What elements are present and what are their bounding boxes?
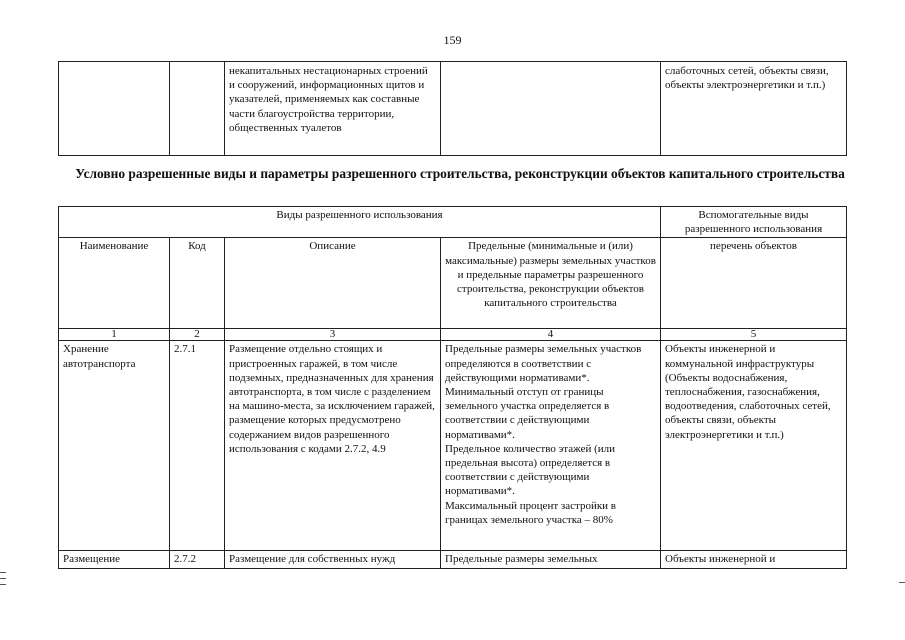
header-group-row <box>59 207 847 238</box>
cell-description: некапитальных нестационарных строений и сооружений, информационных щитов и указателей, применяемых как составные части благоустройства территории, общественных туалетов <box>225 62 441 156</box>
scan-margin-mark <box>0 578 6 579</box>
header-code: Код <box>170 238 225 329</box>
cell-limits: Предельные размеры земельных <box>441 551 661 568</box>
column-number: 4 <box>441 329 661 341</box>
table-row <box>59 551 847 568</box>
table-row <box>59 62 847 156</box>
page-number: 159 <box>443 33 462 47</box>
cell-name <box>59 62 170 156</box>
column-number: 2 <box>170 329 225 341</box>
header-group-aux: Вспомогательные виды разрешенного использования <box>661 207 847 238</box>
cell-description: Размещение отдельно стоящих и пристроенных гаражей, в том числе подземных, предназначенных для хранения автотранспорта, в том числе с разделением на машино-места, за исключением гаражей, размещение которых предусмотрено содержанием видов разрешенного использования с кодами 2.7.2, 4.9 <box>225 341 441 551</box>
header-columns-row <box>59 238 847 329</box>
cell-auxiliary: Объекты инженерной и коммунальной инфраструктуры (Объекты водоснабжения, теплоснабжения, газоснабжения, водоотведения, слаботочных сетей, объекты связи, объекты электроэнергетики и т.п.) <box>661 341 847 551</box>
cell-code: 2.7.2 <box>170 551 225 568</box>
header-numbers-row <box>59 329 847 341</box>
cell-code: 2.7.1 <box>170 341 225 551</box>
header-aux-list: перечень объектов <box>661 238 847 329</box>
column-number: 3 <box>225 329 441 341</box>
cell-description: Размещение для собственных нужд <box>225 551 441 568</box>
cell-name: Размещение <box>59 551 170 568</box>
section-title: Условно разрешенные виды и параметры разрешенного строительства, реконструкции объектов капитального строительства <box>75 166 845 181</box>
column-number: 1 <box>59 329 170 341</box>
column-number: 5 <box>661 329 847 341</box>
land-use-table <box>58 206 847 569</box>
cell-limits <box>441 62 661 156</box>
cell-code <box>170 62 225 156</box>
cell-auxiliary: слаботочных сетей, объекты связи, объекты электроэнергетики и т.п.) <box>661 62 847 156</box>
header-group-main: Виды разрешенного использования <box>59 207 661 238</box>
cell-auxiliary: Объекты инженерной и <box>661 551 847 568</box>
header-name: Наименование <box>59 238 170 329</box>
header-limits: Предельные (минимальные и (или) максимальные) размеры земельных участков и предельные параметры разрешенного строительства, реконструкции объектов капитального строительства <box>441 238 661 329</box>
header-description: Описание <box>225 238 441 329</box>
continued-table <box>58 61 847 156</box>
scan-margin-mark <box>899 582 905 583</box>
scan-margin-mark <box>0 572 6 573</box>
scan-margin-mark <box>0 584 6 585</box>
cell-name: Хранение автотранспорта <box>59 341 170 551</box>
table-row <box>59 341 847 551</box>
cell-limits: Предельные размеры земельных участков определяются в соответствии с действующими нормативами*. Минимальный отступ от границы земельного участка определяется в соответствии с действующими нормативами*. Предельное количество этажей (или предельная высота) определяется в соответствии с действующими нормативами*. Максимальный процент застройки в границах земельного участка – 80% <box>441 341 661 551</box>
